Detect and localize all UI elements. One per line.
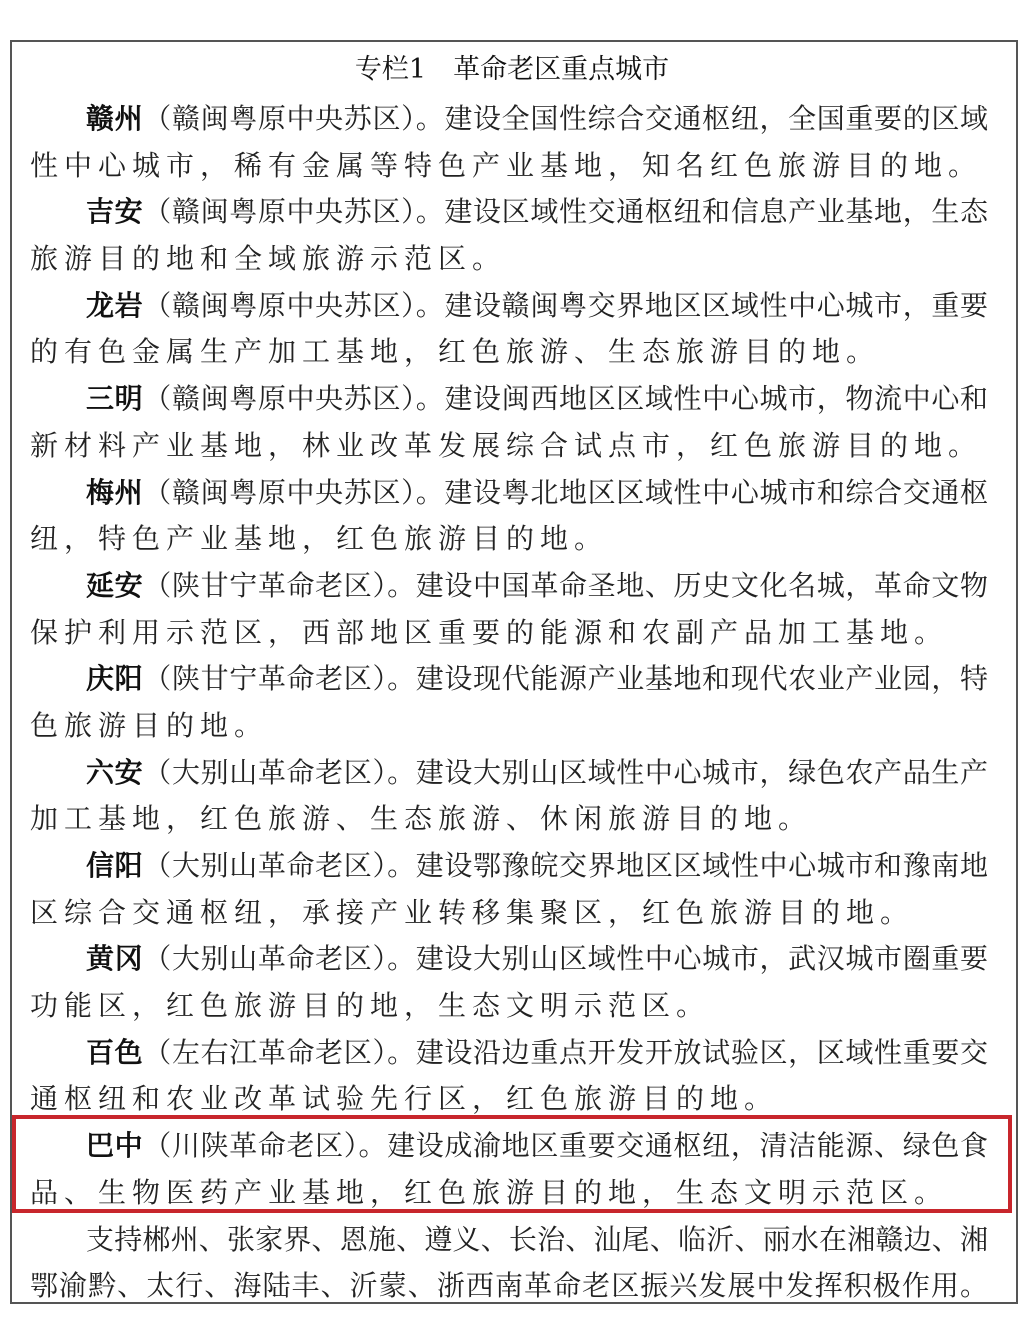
paragraph-line-1	[30, 563, 988, 610]
city-name: 吉安	[86, 195, 144, 229]
paragraph-text: （赣闽粤原中央苏区）。建设闽西地区区域性中心城市，物流中心和	[143, 382, 988, 416]
paragraph-line-1	[30, 96, 988, 143]
paragraph-line-1	[30, 750, 988, 797]
city-name: 龙岩	[86, 288, 144, 322]
city-paragraph	[30, 1030, 988, 1123]
paragraph-line-2: 品、生物医药产业基地，红色旅游目的地，生态文明示范区。	[30, 1175, 949, 1209]
city-paragraph	[30, 936, 988, 1029]
city-name: 信阳	[86, 849, 144, 882]
paragraph-line-2: 区综合交通枢纽，承接产业转移集聚区，红色旅游目的地。	[30, 895, 915, 929]
city-name: 梅州	[86, 475, 144, 509]
paragraph-line-2: 性中心城市，稀有金属等特色产业基地，知名红色旅游目的地。	[30, 148, 983, 182]
paragraph-line-2: 旅游目的地和全域旅游示范区。	[30, 242, 507, 276]
paragraph-text: （赣闽粤原中央苏区）。建设区域性交通枢纽和信息产业基地，生态	[143, 195, 988, 229]
paragraph-text: 支持郴州、张家界、恩施、遵义、长治、汕尾、临沂、丽水在湘赣边、湘	[86, 1222, 988, 1256]
paragraph-text: （陕甘宁革命老区）。建设现代能源产业基地和现代农业产业园，特	[143, 662, 988, 696]
city-name: 延安	[86, 568, 144, 602]
bazhong-highlight-box	[12, 1115, 1012, 1213]
paragraph-text: （川陕革命老区）。建设成渝地区重要交通枢纽，清洁能源、绿色食	[143, 1129, 988, 1163]
paragraph-line-2: 加工基地，红色旅游、生态旅游、休闲旅游目的地。	[30, 802, 813, 836]
paragraph-line-1	[30, 1217, 988, 1264]
paragraph-text: （赣闽粤原中央苏区）。建设赣闽粤交界地区区域性中心城市，重要	[143, 288, 988, 322]
city-paragraph	[30, 376, 988, 469]
paragraph-text: （大别山革命老区）。建设大别山区域性中心城市，武汉城市圈重要	[143, 942, 988, 976]
paragraph-line-1	[30, 656, 988, 703]
paragraph-line-1	[30, 470, 988, 517]
paragraph-text: （赣闽粤原中央苏区）。建设粤北地区区域性中心城市和综合交通枢	[143, 475, 988, 509]
city-name: 赣州	[86, 102, 144, 135]
paragraph-line-2: 新材料产业基地，林业改革发展综合试点市，红色旅游目的地。	[30, 428, 983, 462]
paragraph-line-1	[30, 843, 988, 890]
column-title: 专栏1 革命老区重点城市	[354, 54, 670, 85]
city-paragraph	[30, 656, 988, 749]
paragraph-text: （左右江革命老区）。建设沿边重点开发开放试验区，区域性重要交	[143, 1035, 988, 1069]
paragraph-line-2: 纽，特色产业基地，红色旅游目的地。	[30, 522, 609, 556]
city-paragraph	[30, 750, 988, 843]
paragraph-line-2: 色旅游目的地。	[30, 708, 269, 742]
city-name: 百色	[86, 1035, 144, 1069]
paragraph-text: （大别山革命老区）。建设鄂豫皖交界地区区域性中心城市和豫南地	[143, 849, 988, 882]
paragraph-line-1	[30, 376, 988, 423]
paragraph-line-2: 通枢纽和农业改革试验先行区，红色旅游目的地。	[30, 1082, 779, 1116]
paragraph-text: （大别山革命老区）。建设大别山区域性中心城市，绿色农产品生产	[143, 755, 988, 789]
city-paragraph	[30, 96, 988, 189]
paragraph-line-2: 鄂渝黔、太行、海陆丰、沂蒙、浙西南革命老区振兴发展中发挥积极作用。	[30, 1269, 988, 1303]
city-name: 三明	[86, 382, 144, 416]
city-name: 巴中	[86, 1129, 144, 1163]
paragraph-text: （赣闽粤原中央苏区）。建设全国性综合交通枢纽，全国重要的区域	[143, 102, 988, 135]
city-name: 庆阳	[86, 662, 144, 696]
city-name: 黄冈	[86, 942, 144, 976]
city-paragraph	[30, 283, 988, 376]
paragraph-line-2: 保护利用示范区，西部地区重要的能源和农副产品加工基地。	[30, 615, 949, 649]
city-paragraph	[30, 470, 988, 563]
city-paragraph	[30, 563, 988, 656]
city-name: 六安	[86, 755, 144, 789]
city-paragraph	[30, 1217, 988, 1310]
paragraph-line-1	[30, 283, 988, 330]
paragraph-line-1	[30, 189, 988, 236]
city-paragraph	[30, 189, 988, 282]
city-paragraph	[30, 843, 988, 936]
paragraph-line-1	[30, 1030, 988, 1077]
paragraph-line-2: 功能区，红色旅游目的地，生态文明示范区。	[30, 989, 711, 1023]
paragraph-line-2: 的有色金属生产加工基地，红色旅游、生态旅游目的地。	[30, 335, 881, 369]
paragraph-line-1	[30, 936, 988, 983]
paragraph-text: （陕甘宁革命老区）。建设中国革命圣地、历史文化名城，革命文物	[143, 568, 988, 602]
